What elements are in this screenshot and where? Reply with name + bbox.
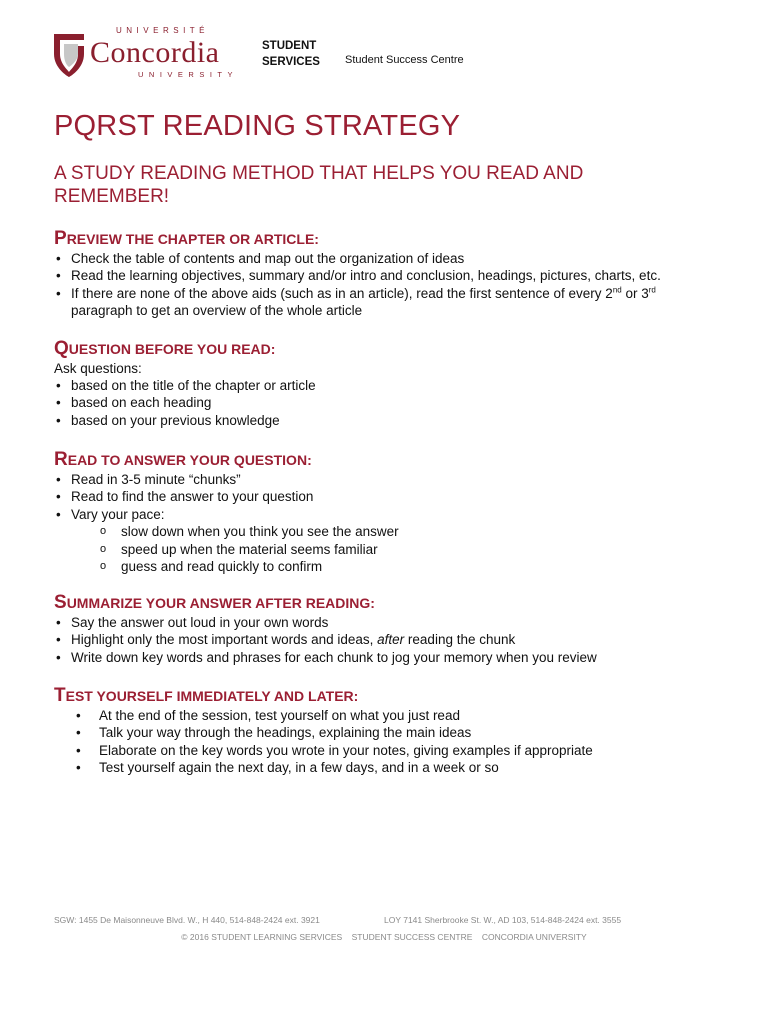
summarize-list bbox=[54, 614, 714, 666]
list-item: • Read to find the answer to your question bbox=[54, 488, 714, 505]
list-item: • If there are none of the above aids (such as in an article), read the first sentence of every 2nd or 3rd paragraph to get an overview of the whole article bbox=[54, 285, 714, 320]
list-item: • based on your previous knowledge bbox=[54, 412, 714, 429]
read-list bbox=[54, 471, 714, 523]
list-item: • Elaborate on the key words you wrote in your notes, giving examples if appropriate bbox=[54, 742, 714, 759]
list-item: • Say the answer out loud in your own words bbox=[54, 614, 714, 631]
section-preview bbox=[54, 228, 714, 320]
list-item: • Test yourself again the next day, in a few days, and in a week or so bbox=[54, 759, 714, 776]
section-heading-preview: PREVIEW THE CHAPTER OR ARTICLE: bbox=[54, 228, 319, 249]
concordia-logo bbox=[52, 26, 242, 84]
student-services-text: STUDENT SERVICES bbox=[262, 40, 320, 68]
list-item: • based on the title of the chapter or article bbox=[54, 377, 714, 394]
page-title: PQRST READING STRATEGY bbox=[54, 110, 461, 142]
section-heading-read: READ TO ANSWER YOUR QUESTION: bbox=[54, 449, 312, 470]
section-question bbox=[54, 338, 714, 429]
section-summarize bbox=[54, 592, 714, 666]
logo-university-text: UNIVERSITY bbox=[138, 70, 239, 79]
sub-list-item: o slow down when you think you see the answer bbox=[54, 523, 714, 540]
section-heading-question: QUESTION BEFORE YOU READ: bbox=[54, 338, 276, 359]
logo-universite-text: UNIVERSITÉ bbox=[116, 26, 210, 35]
sub-list-item: o speed up when the material seems familiar bbox=[54, 541, 714, 558]
logo-concordia-wordmark: Concordia bbox=[90, 36, 220, 69]
page-header bbox=[52, 26, 732, 84]
footer-loy-address: LOY 7141 Sherbrooke St. W., AD 103, 514-848-2424 ext. 3555 bbox=[384, 915, 622, 925]
question-lead: Ask questions: bbox=[54, 361, 142, 376]
concordia-shield-icon bbox=[52, 32, 86, 78]
section-heading-summarize: SUMMARIZE YOUR ANSWER AFTER READING: bbox=[54, 592, 375, 613]
footer-copyright: © 2016 STUDENT LEARNING SERVICES STUDENT SUCCESS CENTRE CONCORDIA UNIVERSITY bbox=[181, 932, 587, 942]
question-list bbox=[54, 377, 714, 429]
list-item: • Vary your pace: bbox=[54, 506, 714, 523]
list-item: • Read in 3-5 minute “chunks” bbox=[54, 471, 714, 488]
list-item: • Talk your way through the headings, explaining the main ideas bbox=[54, 724, 714, 741]
list-item: • Highlight only the most important words and ideas, after reading the chunk bbox=[54, 631, 714, 648]
footer-sgw-address: SGW: 1455 De Maisonneuve Blvd. W., H 440, 514-848-2424 ext. 3921 bbox=[54, 915, 320, 925]
section-read bbox=[54, 449, 714, 575]
list-item: • Check the table of contents and map out the organization of ideas bbox=[54, 250, 714, 267]
list-item: • based on each heading bbox=[54, 394, 714, 411]
list-item: • Write down key words and phrases for each chunk to jog your memory when you review bbox=[54, 649, 714, 666]
list-item: • Read the learning objectives, summary and/or intro and conclusion, headings, pictures, charts, etc. bbox=[54, 267, 714, 284]
student-success-centre-label: Student Success Centre bbox=[345, 54, 464, 66]
sub-list-item: o guess and read quickly to confirm bbox=[54, 558, 714, 575]
read-sublist bbox=[54, 523, 714, 575]
section-heading-test: TEST YOURSELF IMMEDIATELY AND LATER: bbox=[54, 685, 359, 706]
preview-list bbox=[54, 250, 714, 320]
list-item: • At the end of the session, test yourself on what you just read bbox=[54, 707, 714, 724]
student-services-label bbox=[262, 38, 332, 70]
test-list bbox=[54, 707, 714, 777]
page-subtitle: A STUDY READING METHOD THAT HELPS YOU READ AND REMEMBER! bbox=[54, 163, 584, 207]
section-test bbox=[54, 685, 714, 777]
